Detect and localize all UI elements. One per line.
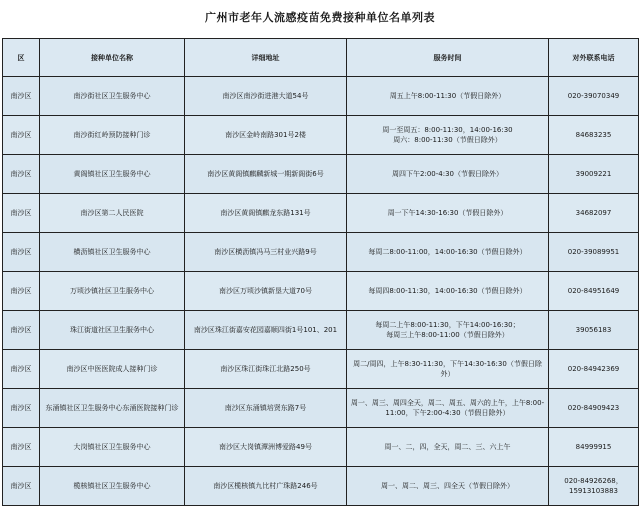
table-row [3,155,639,194]
cell-district: 南沙区 [3,233,40,272]
header-phone: 对外联系电话 [549,39,639,77]
vaccination-sites-table [2,38,639,506]
cell-phone: 84683235 [549,116,639,155]
cell-site-name: 南沙街社区卫生服务中心 [40,77,185,116]
cell-site-name: 南沙街红岭预防接种门诊 [40,116,185,155]
cell-service-hours: 周一、周三、周四全天，周二、周五、周六的上午，上午8:00-11:00，下午2:00-4:30（节假日除外） [347,389,549,428]
table-row [3,389,639,428]
cell-site-name: 榄核镇社区卫生服务中心 [40,467,185,506]
table-row [3,272,639,311]
cell-service-hours: 每周四8:00-11:30，14:00-16:30（节假日除外） [347,272,549,311]
header-address: 详细地址 [185,39,347,77]
header-service-hours: 服务时间 [347,39,549,77]
cell-service-hours: 周四下午2:00-4:30（节假日除外） [347,155,549,194]
cell-service-hours: 每周二上午8:00-11:30，下午14:00-16:30； 每周三上午8:00-11:00（节假日除外） [347,311,549,350]
cell-site-name: 横沥镇社区卫生服务中心 [40,233,185,272]
cell-site-name: 南沙区中医医院成人接种门诊 [40,350,185,389]
table-row [3,233,639,272]
cell-service-hours: 周一至周五：8:00-11:30，14:00-16:30 周六：8:00-11:30（节假日除外） [347,116,549,155]
header-district: 区 [3,39,40,77]
cell-site-name: 南沙区第二人民医院 [40,194,185,233]
cell-phone: 34682097 [549,194,639,233]
cell-site-name: 大岗镇社区卫生服务中心 [40,428,185,467]
cell-phone: 020-84909423 [549,389,639,428]
table-row [3,311,639,350]
cell-phone: 020-39070349 [549,77,639,116]
cell-phone: 020-39089951 [549,233,639,272]
cell-district: 南沙区 [3,389,40,428]
cell-phone: 020-84942369 [549,350,639,389]
table-row [3,467,639,506]
table-row [3,116,639,155]
cell-site-name: 万顷沙镇社区卫生服务中心 [40,272,185,311]
cell-address: 南沙区黄阁镇麒麟新城一期新阁街6号 [185,155,347,194]
table-row [3,350,639,389]
cell-phone: 39009221 [549,155,639,194]
cell-district: 南沙区 [3,311,40,350]
cell-district: 南沙区 [3,77,40,116]
cell-phone: 020-84926268， 15913103883 [549,467,639,506]
table-row [3,194,639,233]
cell-service-hours: 每周二8:00-11:00，14:00-16:30（节假日除外） [347,233,549,272]
table-row [3,428,639,467]
cell-address: 南沙区珠江街珠江北路250号 [185,350,347,389]
page-title: 广州市老年人流感疫苗免费接种单位名单列表 [205,11,435,24]
cell-service-hours: 周五上午8:00-11:30（节假日除外） [347,77,549,116]
cell-service-hours: 周一、二，四，全天，周二、三、六上午 [347,428,549,467]
cell-address: 南沙区大岗镇潭洲博爱路49号 [185,428,347,467]
cell-address: 南沙区榄核镇九比村广珠路246号 [185,467,347,506]
cell-service-hours: 周一下午14:30-16:30（节假日除外） [347,194,549,233]
cell-service-hours: 周一、周二、周三、四全天（节假日除外） [347,467,549,506]
cell-district: 南沙区 [3,155,40,194]
table-row [3,77,639,116]
cell-address: 南沙区黄阁镇麒龙东路131号 [185,194,347,233]
cell-address: 南沙区南沙街进港大道54号 [185,77,347,116]
cell-district: 南沙区 [3,194,40,233]
cell-district: 南沙区 [3,350,40,389]
cell-district: 南沙区 [3,428,40,467]
cell-phone: 020-84951649 [549,272,639,311]
cell-address: 南沙区横沥镇冯马三村业兴路9号 [185,233,347,272]
cell-address: 南沙区东涌镇培贤东路7号 [185,389,347,428]
cell-district: 南沙区 [3,272,40,311]
cell-service-hours: 周二/周四，上午8:30-11:30，下午14:30-16:30（节假日除外） [347,350,549,389]
cell-phone: 84999915 [549,428,639,467]
cell-district: 南沙区 [3,467,40,506]
cell-address: 南沙区珠江街嘉安花园嘉顺四街1号101、201 [185,311,347,350]
cell-phone: 39056183 [549,311,639,350]
table-header-row [3,39,639,77]
cell-district: 南沙区 [3,116,40,155]
cell-site-name: 东涌镇社区卫生服务中心东涌医院接种门诊 [40,389,185,428]
cell-address: 南沙区万顷沙镇新垦大道70号 [185,272,347,311]
header-site-name: 接种单位名称 [40,39,185,77]
cell-site-name: 黄阁镇社区卫生服务中心 [40,155,185,194]
cell-address: 南沙区金岭南路301号2楼 [185,116,347,155]
cell-site-name: 珠江街道社区卫生服务中心 [40,311,185,350]
